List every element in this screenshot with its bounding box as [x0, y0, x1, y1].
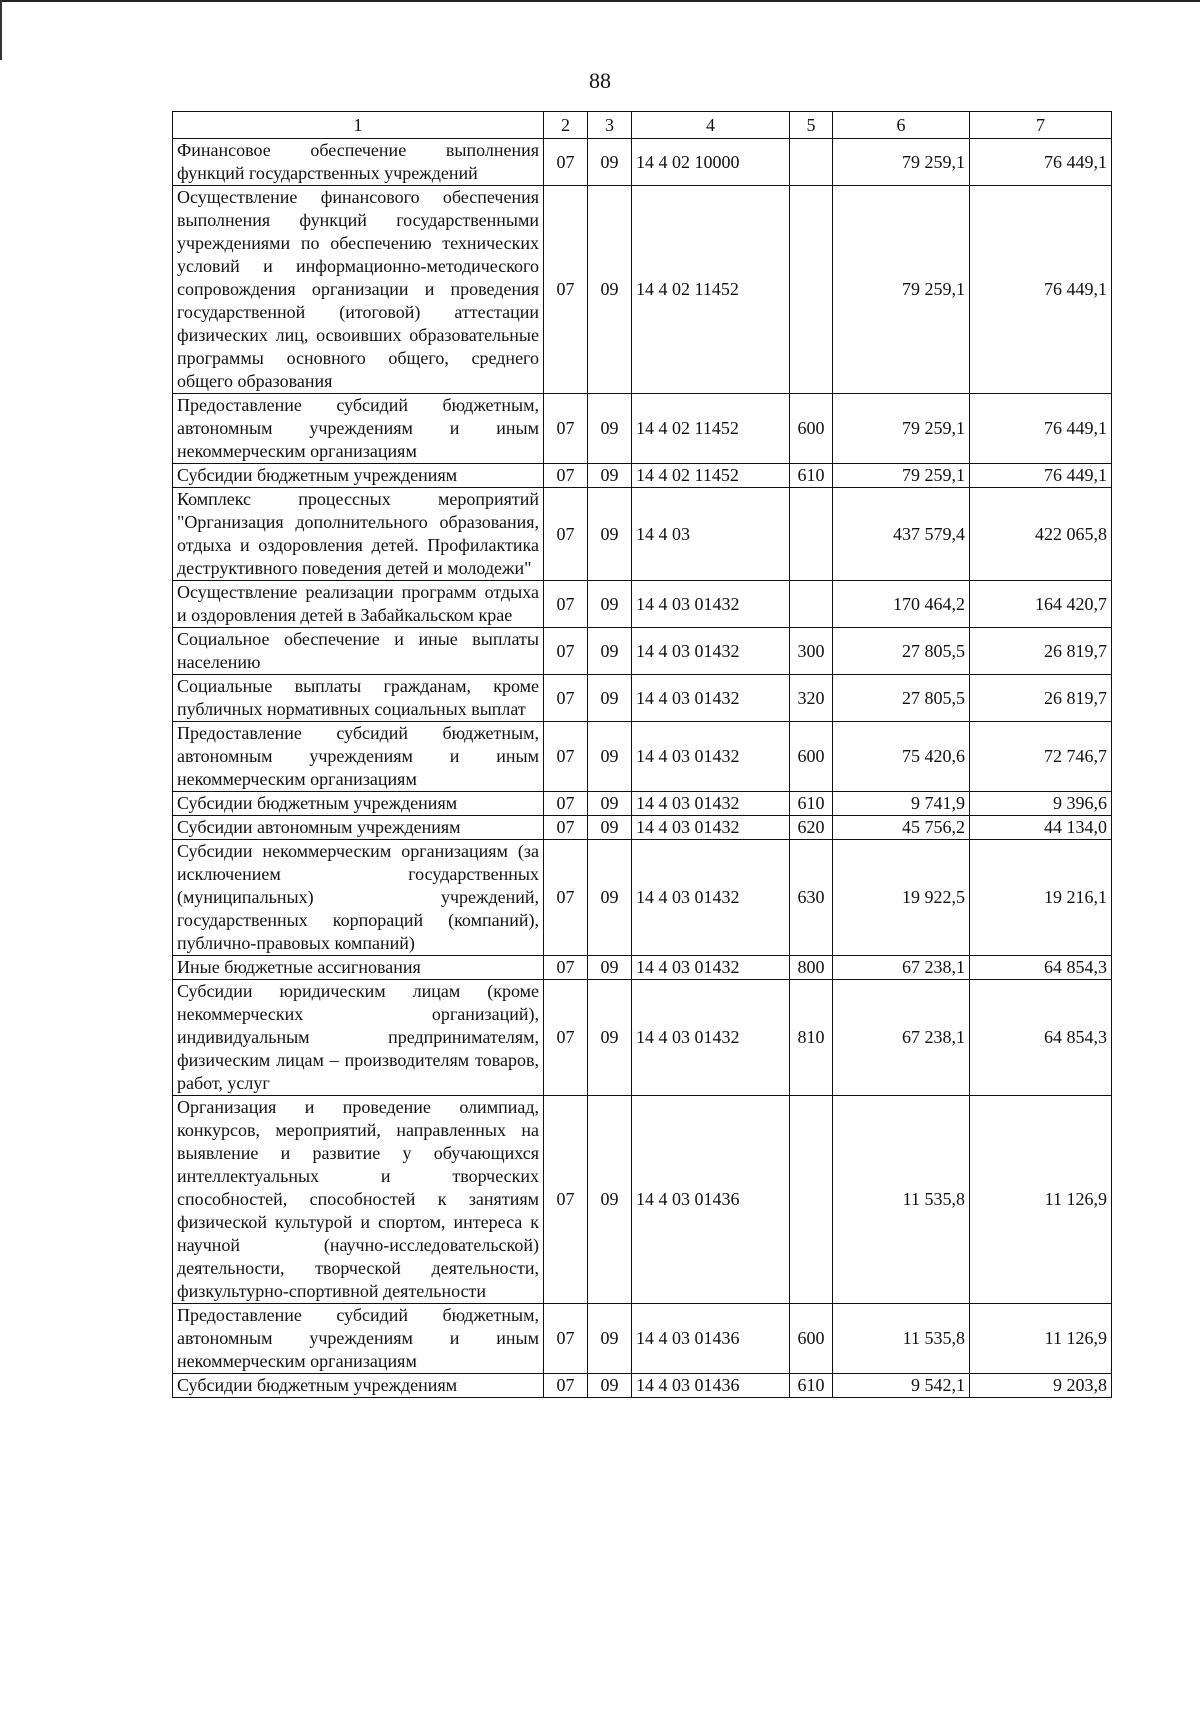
target-article-cell: 14 4 03 01436: [632, 1374, 790, 1398]
expense-type-cell: [790, 581, 833, 628]
row-name-cell: Предоставление субсидий бюджетным, автономным учреждениям и иным некоммерческим организациям: [173, 1304, 544, 1374]
amount-col6-cell: 11 535,8: [833, 1096, 970, 1304]
amount-col7-cell: 422 065,8: [970, 488, 1112, 581]
table-row: [173, 394, 1112, 464]
row-name-cell: Осуществление финансового обеспечения выполнения функций государственными учреждениями по обеспечению технических условий и информационно-методического сопровождения организации и проведения государственной (итоговой) аттестации физических лиц, освоивших образовательные программы основного общего, среднего общего образования: [173, 186, 544, 394]
amount-col6-cell: 67 238,1: [833, 980, 970, 1096]
column-header: 7: [970, 112, 1112, 139]
row-name-cell: Субсидии бюджетным учреждениям: [173, 464, 544, 488]
target-article-cell: 14 4 03 01432: [632, 980, 790, 1096]
table-header-row: [173, 112, 1112, 139]
page-number: 88: [589, 68, 611, 93]
target-article-cell: 14 4 03 01432: [632, 956, 790, 980]
amount-col6-cell: 67 238,1: [833, 956, 970, 980]
section-code-cell: 07: [544, 956, 588, 980]
amount-col6-cell: 27 805,5: [833, 628, 970, 675]
column-header: 4: [632, 112, 790, 139]
amount-col7-cell: 72 746,7: [970, 722, 1112, 792]
amount-col6-cell: 437 579,4: [833, 488, 970, 581]
row-name-cell: Осуществление реализации программ отдыха и оздоровления детей в Забайкальском крае: [173, 581, 544, 628]
expense-type-cell: 810: [790, 980, 833, 1096]
budget-table: [172, 111, 1112, 1398]
expense-type-cell: 610: [790, 792, 833, 816]
expense-type-cell: 630: [790, 840, 833, 956]
amount-col7-cell: 76 449,1: [970, 394, 1112, 464]
table-row: [173, 464, 1112, 488]
section-code-cell: 07: [544, 139, 588, 186]
amount-col6-cell: 79 259,1: [833, 186, 970, 394]
target-article-cell: 14 4 02 11452: [632, 394, 790, 464]
amount-col6-cell: 9 741,9: [833, 792, 970, 816]
section-code-cell: 07: [544, 488, 588, 581]
section-code-cell: 07: [544, 1374, 588, 1398]
subsection-code-cell: 09: [588, 488, 632, 581]
expense-type-cell: 600: [790, 1304, 833, 1374]
row-name-cell: Организация и проведение олимпиад, конкурсов, мероприятий, направленных на выявление и развитие у обучающихся интеллектуальных и творческих способностей, способностей к занятиям физической культурой и спортом, интереса к научной (научно-исследовательской) деятельности, творческой деятельности, физкультурно-спортивной деятельности: [173, 1096, 544, 1304]
column-header: 2: [544, 112, 588, 139]
amount-col7-cell: 76 449,1: [970, 139, 1112, 186]
amount-col7-cell: 9 203,8: [970, 1374, 1112, 1398]
expense-type-cell: 320: [790, 675, 833, 722]
expense-type-cell: 300: [790, 628, 833, 675]
row-name-cell: Субсидии бюджетным учреждениям: [173, 792, 544, 816]
amount-col7-cell: 76 449,1: [970, 186, 1112, 394]
amount-col6-cell: 27 805,5: [833, 675, 970, 722]
section-code-cell: 07: [544, 675, 588, 722]
table-row: [173, 956, 1112, 980]
amount-col7-cell: 19 216,1: [970, 840, 1112, 956]
table-row: [173, 628, 1112, 675]
amount-col6-cell: 79 259,1: [833, 464, 970, 488]
subsection-code-cell: 09: [588, 1304, 632, 1374]
subsection-code-cell: 09: [588, 722, 632, 792]
row-name-cell: Социальное обеспечение и иные выплаты населению: [173, 628, 544, 675]
amount-col7-cell: 44 134,0: [970, 816, 1112, 840]
section-code-cell: 07: [544, 464, 588, 488]
table-row: [173, 675, 1112, 722]
subsection-code-cell: 09: [588, 464, 632, 488]
table-row: [173, 816, 1112, 840]
row-name-cell: Социальные выплаты гражданам, кроме публичных нормативных социальных выплат: [173, 675, 544, 722]
table-row: [173, 792, 1112, 816]
expense-type-cell: [790, 1096, 833, 1304]
subsection-code-cell: 09: [588, 1374, 632, 1398]
row-name-cell: Комплекс процессных мероприятий "Организация дополнительного образования, отдыха и оздоровления детей. Профилактика деструктивного поведения детей и молодежи": [173, 488, 544, 581]
expense-type-cell: 620: [790, 816, 833, 840]
amount-col7-cell: 9 396,6: [970, 792, 1112, 816]
target-article-cell: 14 4 03 01436: [632, 1304, 790, 1374]
scan-edge-top: [0, 0, 1200, 2]
section-code-cell: 07: [544, 792, 588, 816]
table-row: [173, 1304, 1112, 1374]
amount-col7-cell: 26 819,7: [970, 675, 1112, 722]
expense-type-cell: 800: [790, 956, 833, 980]
expense-type-cell: 600: [790, 394, 833, 464]
table-row: [173, 1374, 1112, 1398]
subsection-code-cell: 09: [588, 792, 632, 816]
amount-col7-cell: 64 854,3: [970, 956, 1112, 980]
table-body: [173, 139, 1112, 1398]
table-row: [173, 980, 1112, 1096]
table-row: [173, 139, 1112, 186]
amount-col6-cell: 19 922,5: [833, 840, 970, 956]
row-name-cell: Предоставление субсидий бюджетным, автономным учреждениям и иным некоммерческим организациям: [173, 394, 544, 464]
subsection-code-cell: 09: [588, 139, 632, 186]
section-code-cell: 07: [544, 1096, 588, 1304]
subsection-code-cell: 09: [588, 675, 632, 722]
subsection-code-cell: 09: [588, 980, 632, 1096]
target-article-cell: 14 4 02 11452: [632, 186, 790, 394]
subsection-code-cell: 09: [588, 840, 632, 956]
target-article-cell: 14 4 03: [632, 488, 790, 581]
amount-col6-cell: 11 535,8: [833, 1304, 970, 1374]
row-name-cell: Субсидии некоммерческим организациям (за исключением государственных (муниципальных) учреждений, государственных корпораций (компаний), публично-правовых компаний): [173, 840, 544, 956]
amount-col7-cell: 26 819,7: [970, 628, 1112, 675]
target-article-cell: 14 4 03 01432: [632, 722, 790, 792]
section-code-cell: 07: [544, 628, 588, 675]
section-code-cell: 07: [544, 1304, 588, 1374]
amount-col6-cell: 79 259,1: [833, 394, 970, 464]
amount-col6-cell: 170 464,2: [833, 581, 970, 628]
table-row: [173, 581, 1112, 628]
column-header: 3: [588, 112, 632, 139]
target-article-cell: 14 4 03 01432: [632, 581, 790, 628]
target-article-cell: 14 4 03 01436: [632, 1096, 790, 1304]
amount-col7-cell: 11 126,9: [970, 1096, 1112, 1304]
section-code-cell: 07: [544, 722, 588, 792]
row-name-cell: Предоставление субсидий бюджетным, автономным учреждениям и иным некоммерческим организациям: [173, 722, 544, 792]
table-row: [173, 488, 1112, 581]
subsection-code-cell: 09: [588, 628, 632, 675]
table-row: [173, 186, 1112, 394]
amount-col7-cell: 76 449,1: [970, 464, 1112, 488]
section-code-cell: 07: [544, 980, 588, 1096]
row-name-cell: Субсидии юридическим лицам (кроме некоммерческих организаций), индивидуальным предпринимателям, физическим лицам – производителям товаров, работ, услуг: [173, 980, 544, 1096]
section-code-cell: 07: [544, 840, 588, 956]
section-code-cell: 07: [544, 816, 588, 840]
column-header: 6: [833, 112, 970, 139]
row-name-cell: Иные бюджетные ассигнования: [173, 956, 544, 980]
target-article-cell: 14 4 02 10000: [632, 139, 790, 186]
expense-type-cell: [790, 139, 833, 186]
table-row: [173, 840, 1112, 956]
target-article-cell: 14 4 03 01432: [632, 816, 790, 840]
amount-col7-cell: 164 420,7: [970, 581, 1112, 628]
row-name-cell: Субсидии автономным учреждениям: [173, 816, 544, 840]
subsection-code-cell: 09: [588, 816, 632, 840]
section-code-cell: 07: [544, 186, 588, 394]
target-article-cell: 14 4 03 01432: [632, 792, 790, 816]
amount-col6-cell: 75 420,6: [833, 722, 970, 792]
table-row: [173, 1096, 1112, 1304]
amount-col6-cell: 9 542,1: [833, 1374, 970, 1398]
section-code-cell: 07: [544, 394, 588, 464]
target-article-cell: 14 4 03 01432: [632, 840, 790, 956]
subsection-code-cell: 09: [588, 394, 632, 464]
target-article-cell: 14 4 02 11452: [632, 464, 790, 488]
column-header: 1: [173, 112, 544, 139]
expense-type-cell: 610: [790, 1374, 833, 1398]
target-article-cell: 14 4 03 01432: [632, 675, 790, 722]
column-header: 5: [790, 112, 833, 139]
expense-type-cell: 610: [790, 464, 833, 488]
subsection-code-cell: 09: [588, 956, 632, 980]
subsection-code-cell: 09: [588, 581, 632, 628]
amount-col7-cell: 11 126,9: [970, 1304, 1112, 1374]
expense-type-cell: 600: [790, 722, 833, 792]
subsection-code-cell: 09: [588, 186, 632, 394]
row-name-cell: Финансовое обеспечение выполнения функций государственных учреждений: [173, 139, 544, 186]
target-article-cell: 14 4 03 01432: [632, 628, 790, 675]
expense-type-cell: [790, 488, 833, 581]
amount-col6-cell: 79 259,1: [833, 139, 970, 186]
amount-col6-cell: 45 756,2: [833, 816, 970, 840]
amount-col7-cell: 64 854,3: [970, 980, 1112, 1096]
expense-type-cell: [790, 186, 833, 394]
table-row: [173, 722, 1112, 792]
scan-edge-left: [0, 0, 2, 60]
subsection-code-cell: 09: [588, 1096, 632, 1304]
section-code-cell: 07: [544, 581, 588, 628]
row-name-cell: Субсидии бюджетным учреждениям: [173, 1374, 544, 1398]
